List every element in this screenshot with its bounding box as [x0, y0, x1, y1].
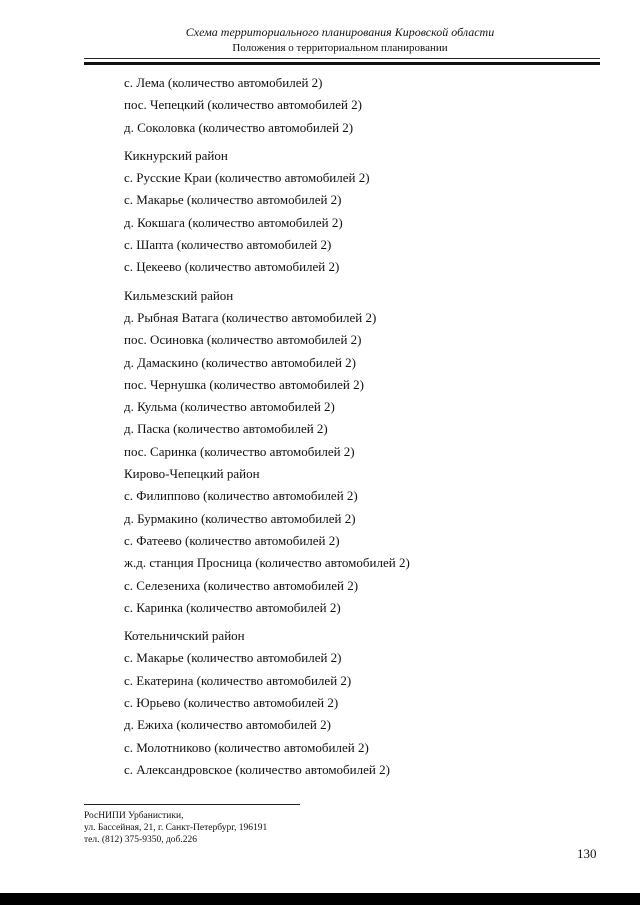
district-heading: Кикнурский район: [124, 147, 228, 163]
document-subtitle: Положения о территориальном планировании: [232, 42, 448, 54]
footer-rule: [84, 804, 300, 805]
list-item: ж.д. станция Просница (количество автомобилей 2): [124, 555, 410, 571]
page-number: 130: [577, 846, 597, 861]
list-item: д. Кульма (количество автомобилей 2): [124, 399, 335, 415]
list-item: с. Екатерина (количество автомобилей 2): [124, 672, 352, 688]
footer: [84, 810, 267, 846]
footer-address: ул. Бассейная, 21, г. Санкт-Петербург, 196191: [84, 823, 268, 833]
list-item: д. Паска (количество автомобилей 2): [124, 421, 328, 437]
list-item: с. Фатеево (количество автомобилей 2): [124, 532, 340, 548]
list-item: с. Макарье (количество автомобилей 2): [124, 192, 342, 208]
list-item: с. Лема (количество автомобилей 2): [124, 75, 323, 90]
list-item: д. Бурмакино (количество автомобилей 2): [124, 510, 356, 526]
list-item: пос. Осиновка (количество автомобилей 2): [124, 332, 362, 348]
list-item: Кирово-Чепецкий район: [124, 466, 260, 482]
list-item: д. Ежиха (количество автомобилей 2): [124, 717, 331, 733]
list-item: с. Русские Краи (количество автомобилей 2): [124, 170, 370, 186]
list-item: с. Цекеево (количество автомобилей 2): [124, 259, 340, 275]
list-item: с. Александровское (количество автомобилей 2): [124, 761, 390, 777]
list-item: д. Дамаскино (количество автомобилей 2): [124, 354, 356, 370]
list-item: д. Кокшага (количество автомобилей 2): [124, 214, 343, 230]
list-item: с. Юрьево (количество автомобилей 2): [124, 695, 339, 711]
list-item: с. Шапта (количество автомобилей 2): [124, 237, 332, 253]
list-item: пос. Чепецкий (количество автомобилей 2): [124, 97, 363, 113]
header-rule-thin: [84, 58, 600, 59]
list-item: с. Филиппово (количество автомобилей 2): [124, 488, 358, 504]
list-item: д. Соколовка (количество автомобилей 2): [124, 119, 354, 135]
list-item: д. Рыбная Ватага (количество автомобилей 2): [124, 309, 377, 325]
district-heading: Кильмезский район: [124, 287, 234, 303]
header-rule-thick: [84, 62, 600, 65]
document-title: Схема территориального планирования Кировской области: [185, 25, 495, 39]
list-item: с. Макарье (количество автомобилей 2): [124, 650, 342, 666]
scan-edge-bar: [0, 893, 640, 905]
footer-phone: тел. (812) 375-9350, доб.226: [84, 835, 198, 845]
footer-org: РосНИПИ Урбанистики,: [84, 811, 184, 821]
list-item: пос. Саринка (количество автомобилей 2): [124, 443, 355, 459]
document-body: [124, 72, 604, 781]
list-item: пос. Чернушка (количество автомобилей 2): [124, 376, 364, 392]
list-item: с. Каринка (количество автомобилей 2): [124, 599, 341, 615]
district-heading: Котельничский район: [124, 628, 245, 644]
list-item: с. Селезениха (количество автомобилей 2): [124, 577, 359, 593]
list-item: с. Молотниково (количество автомобилей 2): [124, 739, 369, 755]
